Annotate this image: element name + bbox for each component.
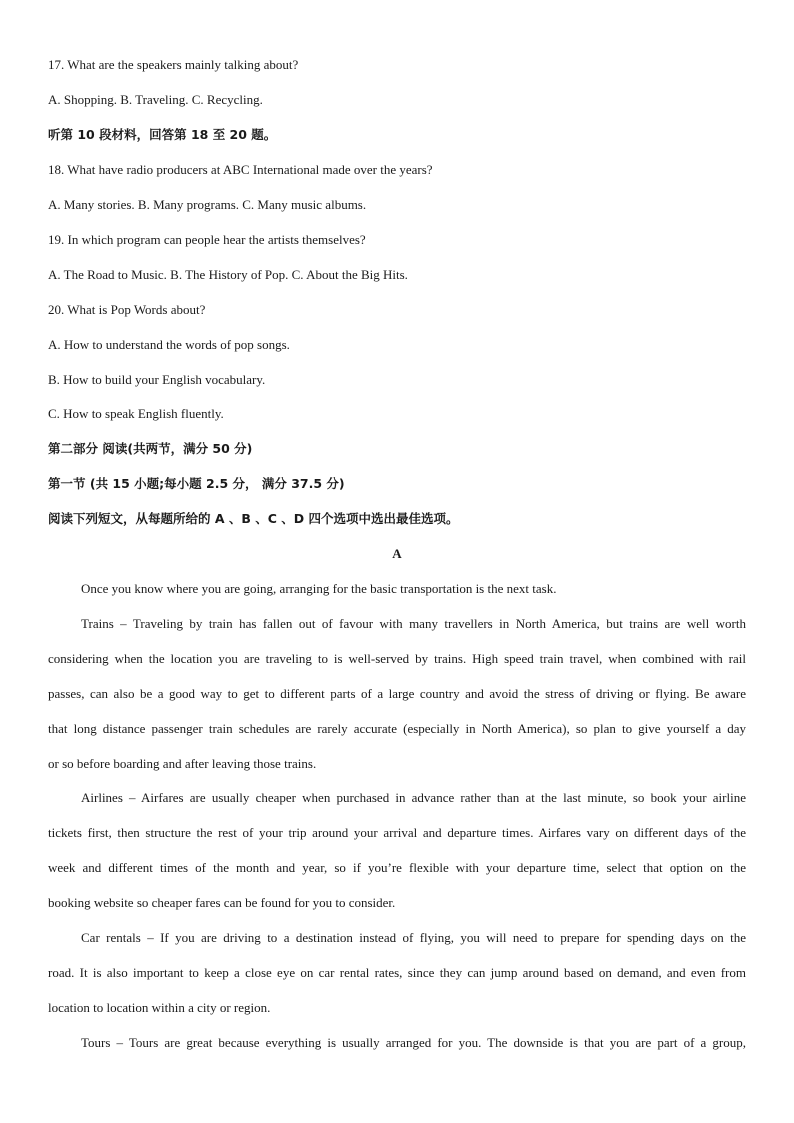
passage-line: booking website so cheaper fares can be found for you to consider. bbox=[48, 895, 396, 910]
passage-line: Car rentals – If you are driving to a destination instead of flying, you will need to prepare for spending days on the bbox=[81, 930, 746, 945]
passage-line: week and different times of the month and year, so if you’re flexible with your departure time, select that option on the bbox=[48, 860, 746, 875]
passage-line: passes, can also be a good way to get to different parts of a large country and avoid the stress of driving or flying. Be aware bbox=[48, 686, 746, 701]
passage-line: that long distance passenger train schedules are rarely accurate (especially in North America), so plan to give yourself a day bbox=[48, 721, 746, 736]
passage-line: Tours – Tours are great because everything is usually arranged for you. The downside is that you are part of a group, bbox=[81, 1035, 746, 1050]
passage-line: tickets first, then structure the rest of your trip around your arrival and departure times. Airfares vary on different days of the bbox=[48, 825, 746, 840]
question-20-option-c: C. How to speak English fluently. bbox=[48, 406, 224, 421]
question-18: 18. What have radio producers at ABC International made over the years? bbox=[48, 162, 433, 177]
passage-label: A bbox=[392, 546, 402, 561]
passage-line: Trains – Traveling by train has fallen out of favour with many travellers in North America, but trains are well worth bbox=[81, 616, 746, 631]
passage-line: considering when the location you are traveling to is well-served by trains. High speed train travel, when combined with rail bbox=[48, 651, 746, 666]
reading-instructions: 阅读下列短文，从每题所给的 A 、B 、C 、D 四个选项中选出最佳选项。 bbox=[48, 511, 459, 526]
passage-line: or so before boarding and after leaving those trains. bbox=[48, 756, 317, 771]
section-10-instruction: 听第 10 段材料，回答第 18 至 20 题。 bbox=[48, 127, 277, 142]
passage-line: road. It is also important to keep a close eye on car rental rates, since they can jump around based on demand, and even from bbox=[48, 965, 746, 980]
question-19: 19. In which program can people hear the artists themselves? bbox=[48, 232, 366, 247]
question-19-options: A. The Road to Music. B. The History of Pop. C. About the Big Hits. bbox=[48, 267, 408, 282]
passage-line: Airlines – Airfares are usually cheaper when purchased in advance rather than at the last minute, so book your airline bbox=[81, 790, 746, 805]
question-17: 17. What are the speakers mainly talking about? bbox=[48, 57, 299, 72]
passage-line: location to location within a city or region. bbox=[48, 1000, 271, 1015]
question-20-option-b: B. How to build your English vocabulary. bbox=[48, 372, 266, 387]
question-20-option-a: A. How to understand the words of pop songs. bbox=[48, 337, 290, 352]
section-one-title: 第一节 (共 15 小题;每小题 2.5 分， 满分 37.5 分) bbox=[48, 476, 345, 491]
part-two-title: 第二部分 阅读(共两节，满分 50 分) bbox=[48, 441, 253, 456]
passage-line: Once you know where you are going, arranging for the basic transportation is the next task. bbox=[81, 581, 557, 596]
question-18-options: A. Many stories. B. Many programs. C. Many music albums. bbox=[48, 197, 367, 212]
question-17-options: A. Shopping. B. Traveling. C. Recycling. bbox=[48, 92, 263, 107]
question-20: 20. What is Pop Words about? bbox=[48, 302, 206, 317]
